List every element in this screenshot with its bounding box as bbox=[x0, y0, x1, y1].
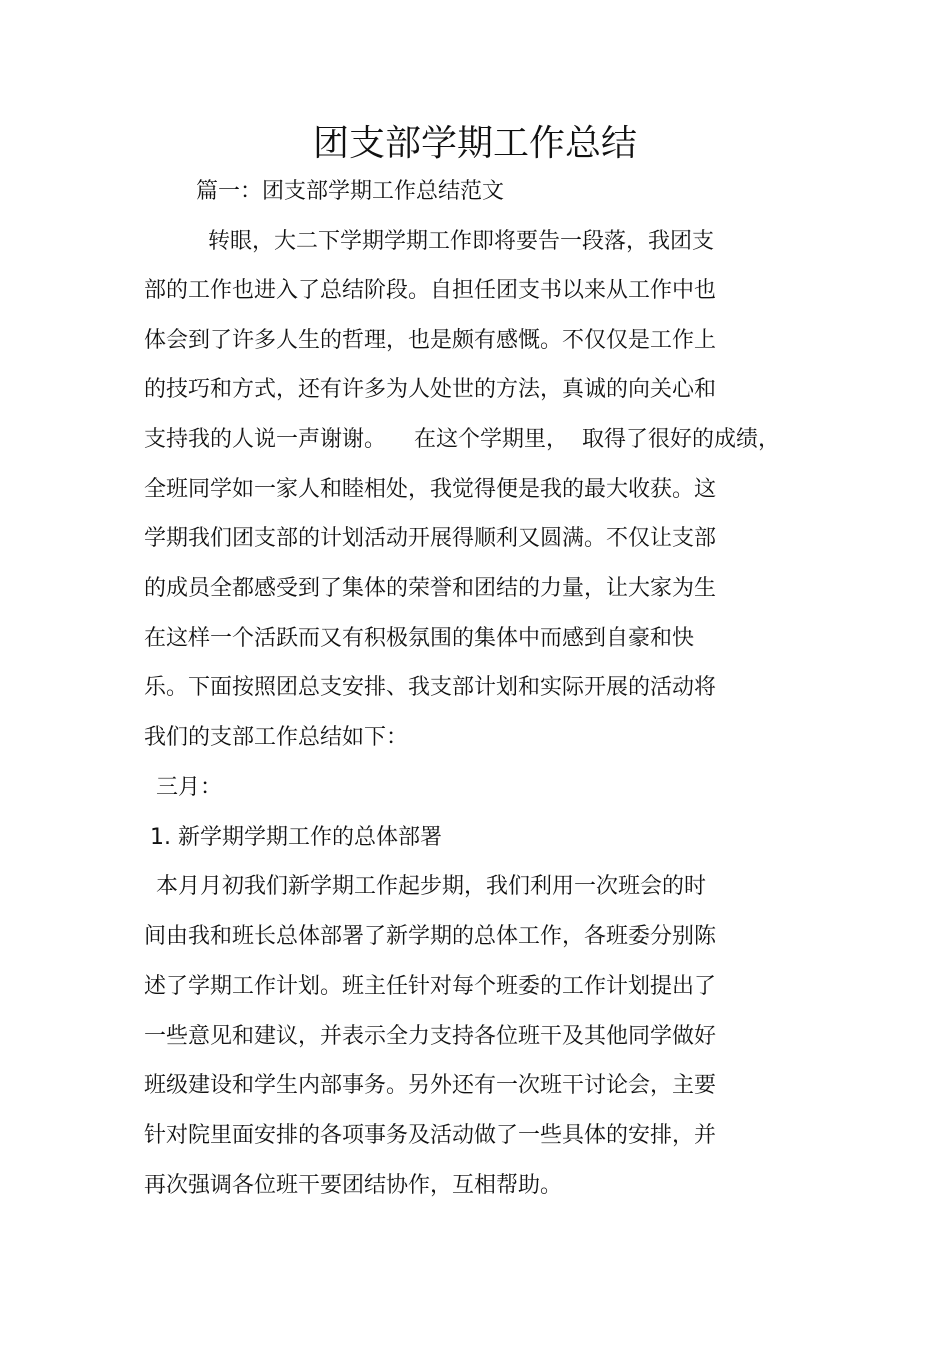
paragraph-line: 述了学期工作计划。班主任针对每个班委的工作计划提出了 bbox=[144, 974, 717, 999]
item-heading: 1. 新学期学期工作的总体部署 bbox=[150, 825, 442, 850]
document-title: 团支部学期工作总结 bbox=[312, 123, 637, 164]
paragraph-line: 的技巧和方式，还有许多为人处世的方法，真诚的向关心和 bbox=[144, 377, 717, 402]
paragraph-line: 的成员全都感受到了集体的荣誉和团结的力量，让大家为生 bbox=[144, 576, 717, 601]
paragraph-line: 间由我和班长总体部署了新学期的总体工作，各班委分别陈 bbox=[144, 924, 717, 949]
paragraph-line: 转眼，大二下学期学期工作即将要告一段落，我团支 bbox=[208, 229, 715, 254]
paragraph-line: 体会到了许多人生的哲理，也是颇有感慨。不仅仅是工作上 bbox=[144, 328, 717, 353]
paragraph-line: 全班同学如一家人和睦相处，我觉得便是我的最大收获。这 bbox=[144, 477, 717, 502]
paragraph-line: 乐。下面按照团总支安排、我支部计划和实际开展的活动将 bbox=[144, 675, 717, 700]
month-heading: 三月： bbox=[156, 775, 223, 800]
paragraph-line: 再次强调各位班干要团结协作，互相帮助。 bbox=[144, 1173, 563, 1198]
document-subtitle: 篇一：团支部学期工作总结范文 bbox=[196, 179, 505, 204]
paragraph-line: 支持我的人说一声谢谢。 在这个学期里， 取得了很好的成绩， bbox=[144, 427, 780, 452]
paragraph-line: 部的工作也进入了总结阶段。自担任团支书以来从工作中也 bbox=[144, 278, 717, 303]
paragraph-line: 本月月初我们新学期工作起步期，我们利用一次班会的时 bbox=[156, 874, 707, 899]
paragraph-line: 一些意见和建议，并表示全力支持各位班干及其他同学做好 bbox=[144, 1024, 717, 1049]
paragraph-line: 班级建设和学生内部事务。另外还有一次班干讨论会，主要 bbox=[144, 1073, 717, 1098]
paragraph-line: 学期我们团支部的计划活动开展得顺利又圆满。不仅让支部 bbox=[144, 526, 717, 551]
paragraph-line: 针对院里面安排的各项事务及活动做了一些具体的安排，并 bbox=[144, 1123, 717, 1148]
paragraph-line: 在这样一个活跃而又有积极氛围的集体中而感到自豪和快 bbox=[144, 626, 695, 651]
paragraph-line: 我们的支部工作总结如下： bbox=[144, 725, 409, 750]
